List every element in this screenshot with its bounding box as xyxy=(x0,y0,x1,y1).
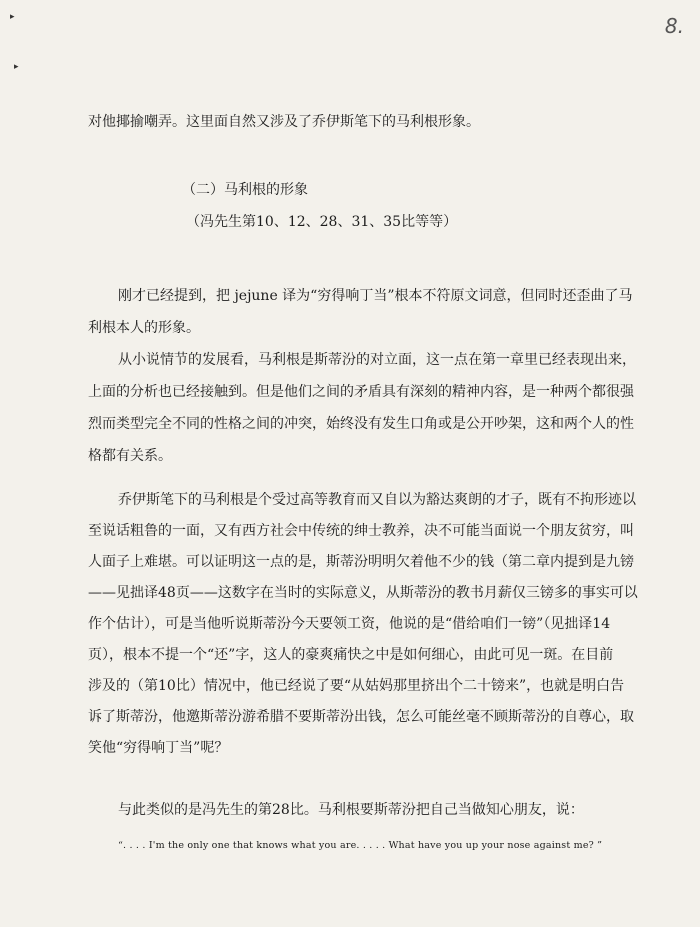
paragraph-line: 作个估计），可是当他听说斯蒂汾今天要领工资，他说的是“借给咱们一镑”（见拙译14 xyxy=(88,616,611,632)
paragraph-line: 乔伊斯笔下的马利根是个受过高等教育而又自以为豁达爽朗的才子，既有不拘形迹以 xyxy=(118,492,636,508)
intro-line: 对他揶揄嘲弄。这里面自然又涉及了乔伊斯笔下的马利根形象。 xyxy=(88,114,480,130)
paragraph-line: 格都有关系。 xyxy=(88,448,172,464)
paragraph-line: 从小说情节的发展看，马利根是斯蒂汾的对立面，这一点在第一章里已经表现出来， xyxy=(118,352,636,368)
paragraph-line: 利根本人的形象。 xyxy=(88,320,200,336)
paragraph-line: 涉及的（第10比）情况中，他已经说了要“从姑妈那里挤出个二十镑来”，也就是明白告 xyxy=(88,678,625,694)
page-number: 8. xyxy=(664,14,684,38)
english-quote: “. . . . I'm the only one that knows what you are. . . . . What have you up your nose against me? ” xyxy=(118,840,603,851)
paragraph-line: 烈而类型完全不同的性格之间的冲突，始终没有发生口角或是公开吵架，这和两个人的性 xyxy=(88,416,634,432)
margin-mark: ▸ xyxy=(14,62,19,72)
paragraph-line: 与此类似的是冯先生的第28比。马利根要斯蒂汾把自己当做知心朋友，说： xyxy=(118,802,584,818)
paragraph-line: 诉了斯蒂汾，他邀斯蒂汾游希腊不要斯蒂汾出钱，怎么可能丝毫不顾斯蒂汾的自尊心，取 xyxy=(88,709,634,725)
paragraph-line: 刚才已经提到，把 jejune 译为“穷得响丁当”根本不符原文词意，但同时还歪曲了马 xyxy=(118,288,633,304)
paragraph-line: 页），根本不提一个“还”字，这人的豪爽痛快之中是如何细心，由此可见一斑。在目前 xyxy=(88,647,614,663)
section-subtitle: （冯先生第10、12、28、31、35比等等） xyxy=(186,214,458,230)
paragraph-line: 人面子上难堪。可以证明这一点的是，斯蒂汾明明欠着他不少的钱（第二章内提到是九镑 xyxy=(88,554,634,570)
paragraph-line: 上面的分析也已经接触到。但是他们之间的矛盾具有深刻的精神内容，是一种两个都很强 xyxy=(88,384,634,400)
margin-mark: ▸ xyxy=(10,12,15,22)
paragraph-line: 至说话粗鲁的一面，又有西方社会中传统的绅士教养，决不可能当面说一个朋友贫穷，叫 xyxy=(88,523,634,539)
paragraph-line: ——见拙译48页——这数字在当时的实际意义，从斯蒂汾的教书月薪仅三镑多的事实可以 xyxy=(88,585,638,601)
paragraph-line: 笑他“穷得响丁当”呢？ xyxy=(88,740,229,756)
section-title: （二）马利根的形象 xyxy=(182,182,308,198)
